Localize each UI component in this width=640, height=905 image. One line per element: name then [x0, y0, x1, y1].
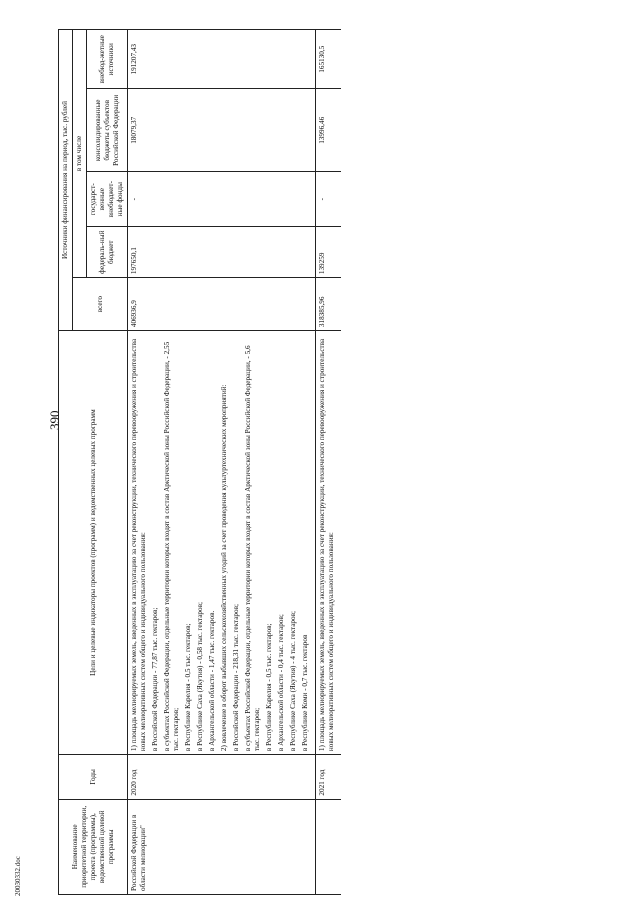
header-years: Годы	[59, 755, 128, 800]
goal-line: в Республике Карелия - 0,5 тыс. гектаров;	[265, 623, 273, 752]
header-federal-budget: федераль-ный бюджет	[87, 227, 128, 278]
row-extrabudget-sources: 191207,43	[128, 30, 316, 89]
row-extrabudget-sources: 165130,5	[316, 30, 342, 89]
header-extrabudget-sources: внебюд-жетные источники	[87, 30, 128, 89]
goal-line: 1) площадь мелиорируемых земель, введенных в эксплуатацию за счет реконструкции, технического перевооружения и строительства новых мелиоративных систем общего и индивидуального пользования:	[130, 338, 147, 752]
goal-line: в Республике Саха (Якутия) - 0,58 тыс. гектаров;	[196, 602, 204, 752]
row-federal-budget: 197650,1	[128, 227, 316, 278]
goal-line: в субъектах Российской Федерации, отдельные территории которых входят в состав Арктической зоны Российской Федерации, - 5,6 тыс. гектаров;	[244, 345, 261, 752]
table-row	[316, 30, 342, 895]
row-goals	[316, 331, 342, 755]
row-goals	[128, 331, 316, 755]
footer-filename: 20030332.doc	[14, 856, 22, 896]
row-name	[316, 799, 342, 894]
row-federal-budget: 139259	[316, 227, 342, 278]
row-state-extrabudget-funds: -	[128, 172, 316, 227]
goal-line: в Архангельской области - 0,4 тыс. гектаров;	[277, 614, 285, 752]
row-regional-budgets: 13996,46	[316, 89, 342, 172]
row-year: 2021 год	[316, 755, 342, 800]
goal-line: в Архангельской области - 1,47 тыс. гектаров.	[208, 610, 216, 752]
table-row	[128, 30, 316, 895]
page-number: 390	[47, 410, 62, 430]
row-state-extrabudget-funds: -	[316, 172, 342, 227]
goal-line: в Российской Федерации - 77,87 тыс. гектаров;	[151, 607, 159, 752]
header-name: Наименование приоритетной территории, проекта (программы), ведомственной целевой программы	[59, 799, 128, 894]
header-goals: Цели и целевые индикаторы проектов (программ) и ведомственных целевых программ	[59, 331, 128, 755]
row-name: Российской Федерации в области мелиорации"	[128, 799, 316, 894]
goal-line: в Республике Карелия - 0,5 тыс. гектаров;	[184, 623, 192, 752]
header-including: в том числе	[73, 30, 87, 278]
row-total: 318385,96	[316, 278, 342, 331]
header-regional-budgets: консолидированные бюджеты субъектов Российской Федерации	[87, 89, 128, 172]
rotated-table-sheet	[58, 29, 624, 895]
goal-line: в Республике Саха (Якутия) - 4 тыс. гектаров;	[289, 610, 297, 752]
row-total: 406936,9	[128, 278, 316, 331]
goal-line: 1) площадь мелиорируемых земель, введенных в эксплуатацию за счет реконструкции, технического перевооружения и строительства новых мелиоративных систем общего и индивидуального пользования:	[318, 338, 335, 752]
goal-line: 2) вовлечение в оборот выбывших сельскохозяйственных угодий за счет проведения культуртехнических мероприятий:	[220, 384, 228, 752]
goal-line: в Российской Федерации - 218,31 тыс. гектаров;	[232, 604, 240, 752]
header-total: всего	[73, 278, 128, 331]
row-regional-budgets: 18079,37	[128, 89, 316, 172]
header-funding: Источники финансирования на период, тыс. рублей	[59, 30, 73, 331]
header-state-extrabudget-funds: государст-венные внебюджет-ные фонды	[87, 172, 128, 227]
goal-line: в субъектах Российской Федерации, отдельные территории которых входят в состав Арктической зоны Российской Федерации, - 2,55 тыс. гектаров;	[163, 341, 180, 752]
row-year: 2020 год	[128, 755, 316, 800]
goal-line: в Республике Коми - 0,7 тыс. гектаров	[301, 634, 309, 752]
funding-table	[58, 29, 341, 895]
